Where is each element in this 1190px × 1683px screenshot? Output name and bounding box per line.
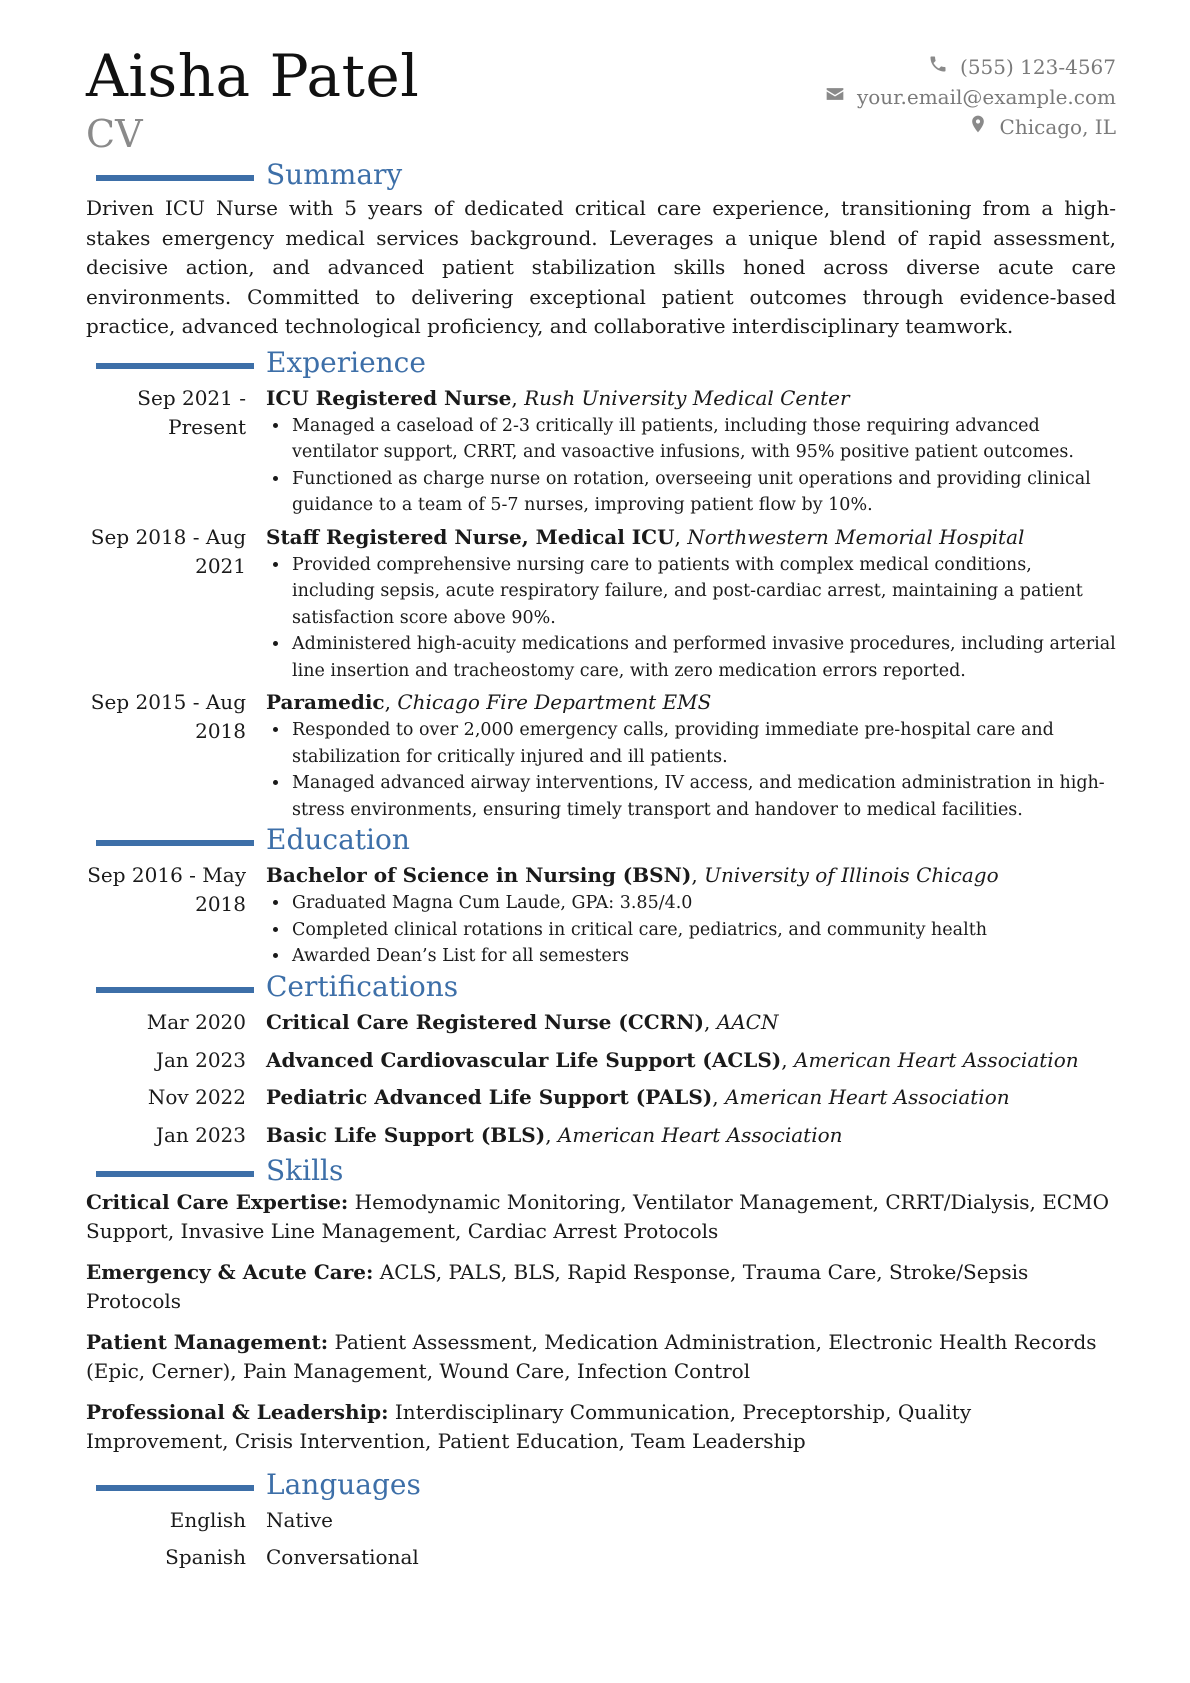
bullet-item: • Managed advanced airway interventions, IV access, and medication administration in high-stress environments, ensuring timely transport and handover to medical facilities. [290, 770, 1116, 823]
employer: Chicago Fire Department EMS [397, 690, 712, 714]
map-marker-icon [968, 112, 988, 142]
bullet-list [266, 717, 1116, 823]
job-role: ICU Registered Nurse [266, 385, 512, 410]
envelope-icon [825, 82, 845, 112]
language-name: Spanish [165, 1545, 246, 1569]
certification-row: Mar 2020 Critical Care Registered Nurse (CCRN), AACN [86, 1004, 1116, 1042]
bullet-item: • Completed clinical rotations in critical care, pediatrics, and community health [290, 917, 1116, 944]
email-address[interactable]: your.email@example.com [856, 85, 1116, 109]
contact-email [825, 82, 1116, 112]
bullet-list [266, 890, 1116, 970]
header [86, 42, 1116, 158]
cert-date: Jan 2023 [155, 1122, 246, 1147]
experience-entry [86, 384, 1116, 519]
certification-row: Jan 2023 Advanced Cardiovascular Life Support (ACLS), American Heart Association [86, 1041, 1116, 1079]
cert-date: Nov 2022 [147, 1085, 246, 1110]
skills-section-header [86, 1154, 1116, 1188]
experience-entry [86, 523, 1116, 685]
cert-name: Basic Life Support (BLS) [266, 1122, 546, 1147]
location-text: Chicago, IL [999, 115, 1116, 139]
skill-label: Patient Management: [86, 1329, 329, 1354]
entry-title: ICU Registered Nurse, Rush University Medical Center [266, 385, 850, 410]
bullet-list [266, 413, 1116, 519]
section-title: Certifications [266, 969, 459, 1003]
language-level: Native [266, 1508, 333, 1532]
language-level: Conversational [266, 1545, 419, 1569]
cert-issuer: American Heart Association [725, 1085, 1010, 1110]
bullet-item: • Responded to over 2,000 emergency calls, providing immediate pre-hospital care and stabilization for critically injured and ill patients. [290, 717, 1116, 770]
section-title: Languages [266, 1467, 421, 1501]
section-title: Experience [266, 345, 426, 379]
section-accent-bar [96, 1485, 254, 1491]
certification-row: Jan 2023 Basic Life Support (BLS), American Heart Association [86, 1116, 1116, 1154]
cert-issuer: AACN [716, 1010, 779, 1035]
skill-group [86, 1328, 1116, 1387]
employer: Rush University Medical Center [524, 385, 850, 410]
entry-title: Staff Registered Nurse, Medical ICU, Northwestern Memorial Hospital [266, 524, 1025, 549]
bullet-item: • Administered high-acuity medications and performed invasive procedures, including arterial line insertion and tracheostomy care, with zero medication errors reported. [290, 631, 1116, 684]
section-title: Education [266, 823, 410, 856]
skill-group [86, 1398, 1116, 1457]
cert-date: Mar 2020 [146, 1010, 246, 1035]
cert-issuer: American Heart Association [794, 1047, 1079, 1072]
candidate-name: Aisha Patel [86, 42, 420, 110]
section-accent-bar [96, 363, 254, 369]
section-accent-bar [96, 1171, 254, 1177]
cert-name: Pediatric Advanced Life Support (PALS) [266, 1085, 713, 1110]
cert-name: Critical Care Registered Nurse (CCRN) [266, 1010, 705, 1035]
degree: Bachelor of Science in Nursing (BSN) [266, 863, 692, 887]
contact-location [825, 112, 1116, 142]
bullet-list [266, 552, 1116, 685]
entry-date: Sep 2018 - Aug 2021 [90, 524, 246, 578]
skill-label: Professional & Leadership: [86, 1399, 389, 1424]
cert-date: Jan 2023 [155, 1047, 246, 1072]
language-row [86, 1539, 1116, 1576]
section-accent-bar [96, 987, 254, 993]
skill-text: ACLS, PALS, BLS, Rapid Response, Trauma Care, Stroke/Sepsis Protocols [86, 1259, 1029, 1313]
job-role: Paramedic [266, 690, 385, 714]
phone-number[interactable]: (555) 123-4567 [960, 55, 1116, 79]
section-accent-bar [96, 840, 254, 846]
education-section-header [86, 823, 1116, 857]
skill-text: Interdisciplinary Communication, Preceptorship, Quality Improvement, Crisis Intervention, Patient Education, Team Leadership [86, 1399, 972, 1453]
certification-row: Nov 2022 Pediatric Advanced Life Support (PALS), American Heart Association [86, 1079, 1116, 1117]
entry-date: Sep 2021 - Present [137, 385, 246, 439]
school: University of Illinois Chicago [704, 863, 999, 887]
bullet-item: • Graduated Magna Cum Laude, GPA: 3.85/4.0 [290, 890, 1116, 917]
bullet-item: • Awarded Dean’s List for all semesters [290, 943, 1116, 970]
skill-group [86, 1258, 1116, 1317]
summary-text: Driven ICU Nurse with 5 years of dedicated critical care experience, transitioning from a high-stakes emergency medical services background. Leverages a unique blend of rapid assessment, decisive action, and advanced patient stabilization skills honed across diverse acute care environments. Committed to delivering exceptional patient outcomes through evidence-based practice, advanced technological proficiency, and collaborative interdisciplinary teamwork. [86, 196, 1116, 338]
language-row [86, 1502, 1116, 1539]
experience-section-header [86, 346, 1116, 380]
contact-block [825, 52, 1116, 142]
experience-entry [86, 688, 1116, 823]
cert-name: Advanced Cardiovascular Life Support (ACLS) [266, 1047, 782, 1072]
document-label: CV [86, 112, 143, 156]
entry-title: Paramedic, Chicago Fire Department EMS [266, 690, 712, 714]
cv-page [86, 42, 1116, 1576]
skill-text: Hemodynamic Monitoring, Ventilator Management, CRRT/Dialysis, ECMO Support, Invasive Line Management, Cardiac Arrest Protocols [86, 1189, 1109, 1243]
entry-title: Bachelor of Science in Nursing (BSN), University of Illinois Chicago [266, 863, 999, 887]
certifications-section-header [86, 970, 1116, 1004]
skill-label: Critical Care Expertise: [86, 1189, 349, 1214]
entry-date: Sep 2015 - Aug 2018 [90, 690, 246, 743]
skill-text: Patient Assessment, Medication Administration, Electronic Health Records (Epic, Cerner), Pain Management, Wound Care, Infection Control [86, 1329, 1097, 1383]
language-name: English [169, 1508, 246, 1532]
section-title: Skills [266, 1153, 344, 1187]
summary-section-header [86, 158, 1116, 192]
phone-icon [928, 52, 948, 82]
section-accent-bar [96, 175, 254, 181]
contact-phone [825, 52, 1116, 82]
bullet-item: • Provided comprehensive nursing care to patients with complex medical conditions, including sepsis, acute respiratory failure, and post-cardiac arrest, maintaining a patient satisfaction score above 90%. [290, 552, 1116, 632]
job-role: Staff Registered Nurse, Medical ICU [266, 524, 675, 549]
skill-group [86, 1188, 1116, 1247]
entry-date: Sep 2016 - May 2018 [87, 863, 246, 916]
employer: Northwestern Memorial Hospital [687, 524, 1025, 549]
languages-section-header [86, 1468, 1116, 1502]
section-title: Summary [266, 158, 403, 191]
education-entry [86, 861, 1116, 970]
cert-issuer: American Heart Association [557, 1122, 843, 1147]
bullet-item: • Managed a caseload of 2-3 critically ill patients, including those requiring advanced ventilator support, CRRT, and vasoactive infusions, with 95% positive patient outcomes. [290, 413, 1116, 466]
skill-label: Emergency & Acute Care: [86, 1259, 374, 1284]
bullet-item: • Functioned as charge nurse on rotation, overseeing unit operations and providing clinical guidance to a team of 5-7 nurses, improving patient flow by 10%. [290, 466, 1116, 519]
